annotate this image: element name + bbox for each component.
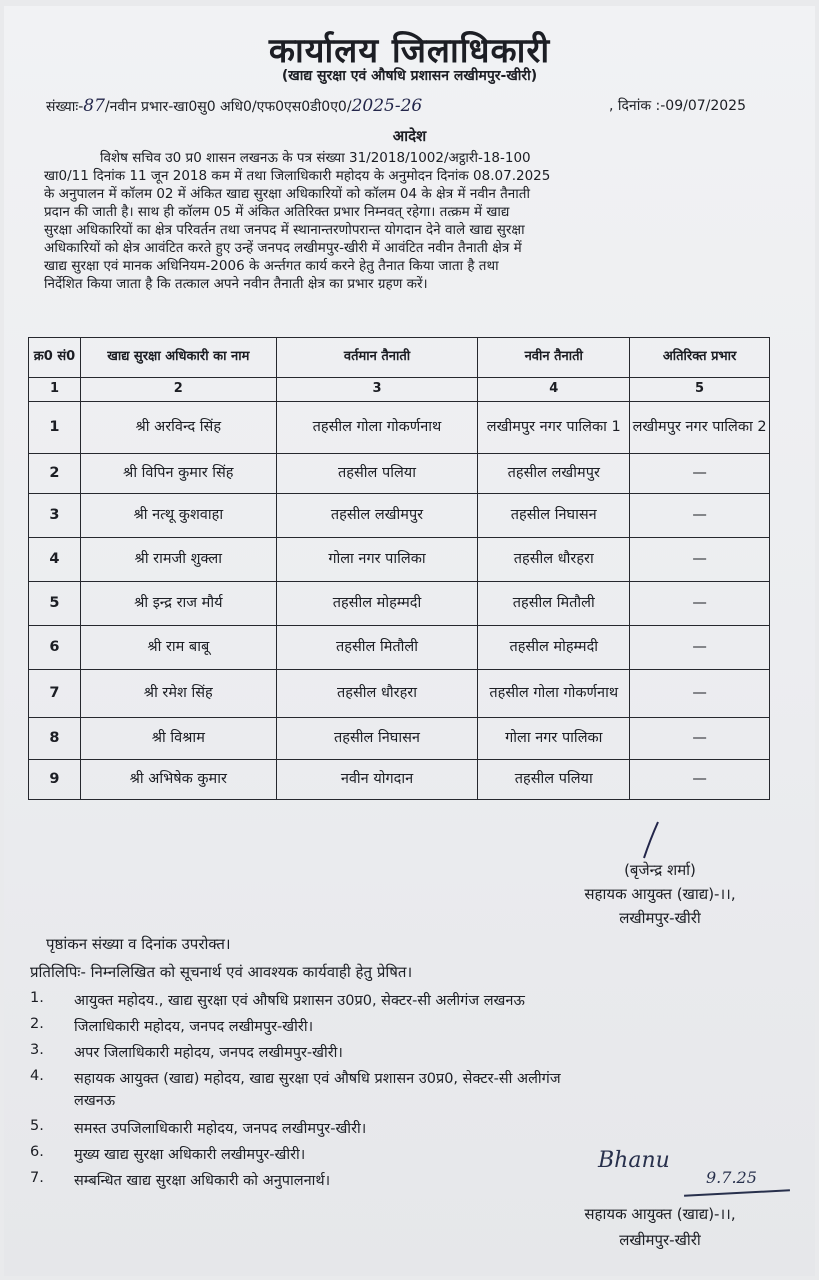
table-cell: 9 xyxy=(29,760,81,800)
table-header: अतिरिक्त प्रभार xyxy=(630,338,770,378)
reference-year: 2025-26 xyxy=(351,96,423,116)
reference-line xyxy=(46,96,746,116)
office-title: कार्यालय जिलाधिकारी xyxy=(268,31,551,71)
table-cell: 8 xyxy=(29,718,81,760)
copy-to-number: 2. xyxy=(30,1016,44,1032)
table-cell: लखीमपुर नगर पालिका 1 xyxy=(478,402,630,454)
reference-date-wrap xyxy=(609,96,746,115)
body-line: के अनुपालन में कॉलम 02 में अंकित खाद्य सुरक्षा अधिकारियों को कॉलम 04 के क्षेत्र में नवीन तैनाती xyxy=(44,186,530,202)
order-heading: आदेश xyxy=(392,127,427,145)
table-row xyxy=(29,626,770,670)
table-cell: श्री इन्द्र राज मौर्य xyxy=(80,582,276,626)
table-cell: 3 xyxy=(29,494,81,538)
table-cell: श्री विश्राम xyxy=(80,718,276,760)
table-header: खाद्य सुरक्षा अधिकारी का नाम xyxy=(80,338,276,378)
table-cell: तहसील धौरहरा xyxy=(276,670,478,718)
table-cell: तहसील मोहम्मदी xyxy=(276,582,478,626)
table-cell: तहसील मितौली xyxy=(276,626,478,670)
reference-date-label: , दिनांक :- xyxy=(608,98,666,114)
body-line: खाद्य सुरक्षा एवं मानक अधिनियम-2006 के अर्न्तगत कार्य करने हेतु तैनात किया जाता है तथा xyxy=(44,258,499,274)
column-number: 3 xyxy=(276,378,478,402)
table-cell: तहसील पलिया xyxy=(478,760,630,800)
office-subtitle: (खाद्य सुरक्षा एवं औषधि प्रशासन लखीमपुर-खीरी) xyxy=(281,68,538,84)
table-row xyxy=(29,582,770,626)
body-line: प्रदान की जाती है। साथ ही कॉलम 05 में अंकित अतिरिक्त प्रभार निम्नवत् रहेगा। तत्क्रम में खाद्य xyxy=(44,204,510,220)
table-cell: श्री अभिषेक कुमार xyxy=(80,760,276,800)
signatory-designation: सहायक आयुक्त (खाद्य)-।।, xyxy=(584,885,736,903)
table-cell: 1 xyxy=(29,402,81,454)
copy-to-text: जिलाधिकारी महोदय, जनपद लखीमपुर-खीरी। xyxy=(74,1019,314,1035)
column-number: 4 xyxy=(478,378,630,402)
handwritten-date: 9.7.25 xyxy=(706,1168,757,1187)
table-cell: — xyxy=(630,626,770,670)
copy-to-number: 3. xyxy=(30,1042,44,1058)
reference-file: /नवीन प्रभार-खा0सु0 अधि0/एफ0एस0डी0ए0/ xyxy=(104,99,352,115)
signatory-name: (बृजेन्द्र शर्मा) xyxy=(624,861,696,879)
copy-to-number: 5. xyxy=(30,1118,44,1134)
handwritten-initial: Bhanu xyxy=(598,1148,670,1173)
table-row xyxy=(29,670,770,718)
table-row xyxy=(29,494,770,538)
table-cell: तहसील गोला गोकर्णनाथ xyxy=(276,402,478,454)
table-cell: — xyxy=(630,718,770,760)
signatory2-designation: सहायक आयुक्त (खाद्य)-।।, xyxy=(584,1205,736,1223)
copy-to-text: मुख्य खाद्य सुरक्षा अधिकारी लखीमपुर-खीरी। xyxy=(74,1147,306,1163)
reference-prefix: संख्याः- xyxy=(46,99,84,115)
copy-to-number: 4. xyxy=(30,1068,44,1084)
table-cell: — xyxy=(630,538,770,582)
table-row xyxy=(29,760,770,800)
table-cell: — xyxy=(630,494,770,538)
table-cell: तहसील धौरहरा xyxy=(478,538,630,582)
table-cell: तहसील मोहम्मदी xyxy=(478,626,630,670)
reference-number: 87 xyxy=(83,96,105,116)
signature-stroke-icon xyxy=(640,820,662,860)
column-number: 2 xyxy=(80,378,276,402)
table-header: क्र0 सं0 xyxy=(29,338,81,378)
table-cell: श्री राम बाबू xyxy=(80,626,276,670)
table-cell: श्री रामजी शुक्ला xyxy=(80,538,276,582)
table-cell: गोला नगर पालिका xyxy=(478,718,630,760)
postings-table xyxy=(28,337,770,800)
table-cell: — xyxy=(630,582,770,626)
table-cell: श्री नत्थू कुशवाहा xyxy=(80,494,276,538)
table-cell: 2 xyxy=(29,454,81,494)
table-cell: तहसील लखीमपुर xyxy=(478,454,630,494)
table-cell: तहसील पलिया xyxy=(276,454,478,494)
signatory2-place: लखीमपुर-खीरी xyxy=(619,1231,701,1249)
table-row xyxy=(29,718,770,760)
body-line: सुरक्षा अधिकारियों का क्षेत्र परिवर्तन तथा जनपद में स्थानान्तरणोपरान्त योगदान देने वाले खाद्य सुरक्षा xyxy=(44,222,525,238)
copy-to-text: अपर जिलाधिकारी महोदय, जनपद लखीमपुर-खीरी। xyxy=(74,1045,343,1061)
body-line: निर्देशित किया जाता है कि तत्काल अपने नवीन तैनाती क्षेत्र का प्रभार ग्रहण करें। xyxy=(44,276,428,292)
copy-to-number: 1. xyxy=(30,990,44,1006)
endorsement: पृष्ठांकन संख्या व दिनांक उपरोक्त। xyxy=(46,935,231,953)
table-cell: श्री विपिन कुमार सिंह xyxy=(80,454,276,494)
table-cell: 6 xyxy=(29,626,81,670)
column-number: 1 xyxy=(29,378,81,402)
table-body xyxy=(29,402,770,800)
copy-to-intro: प्रतिलिपिः- निम्नलिखित को सूचनार्थ एवं आवश्यक कार्यवाही हेतु प्रेषित। xyxy=(30,963,413,981)
table-cell: तहसील मितौली xyxy=(478,582,630,626)
table-cell: — xyxy=(630,454,770,494)
body-line: अधिकारियों को क्षेत्र आवंटित करते हुए उन्हें जनपद लखीमपुर-खीरी में आवंटित नवीन तैनाती क्षेत्र में xyxy=(44,240,522,256)
table-cell: श्री अरविन्द सिंह xyxy=(80,402,276,454)
table-cell: — xyxy=(630,760,770,800)
table-row xyxy=(29,454,770,494)
copy-to-text: लखनऊ xyxy=(74,1093,116,1109)
table-cell: 7 xyxy=(29,670,81,718)
copy-to-number: 7. xyxy=(30,1170,44,1186)
table-cell: 4 xyxy=(29,538,81,582)
table-cell: नवीन योगदान xyxy=(276,760,478,800)
column-number: 5 xyxy=(630,378,770,402)
table-cell: श्री रमेश सिंह xyxy=(80,670,276,718)
table-cell: — xyxy=(630,670,770,718)
table-header: वर्तमान तैनाती xyxy=(276,338,478,378)
copy-to-text: सहायक आयुक्त (खाद्य) महोदय, खाद्य सुरक्षा एवं औषधि प्रशासन उ0प्र0, सेक्टर-सी अलीगंज xyxy=(74,1071,561,1087)
table-row xyxy=(29,538,770,582)
table-cell: तहसील गोला गोकर्णनाथ xyxy=(478,670,630,718)
table-cell: तहसील निघासन xyxy=(276,718,478,760)
reference-date: 09/07/2025 xyxy=(665,98,746,114)
copy-to-text: आयुक्त महोदय., खाद्य सुरक्षा एवं औषधि प्रशासन उ0प्र0, सेक्टर-सी अलीगंज लखनऊ xyxy=(74,993,525,1009)
copy-to-text: सम्बन्धित खाद्य सुरक्षा अधिकारी को अनुपालनार्थ। xyxy=(74,1173,331,1189)
copy-to-number: 6. xyxy=(30,1144,44,1160)
copy-to-text: समस्त उपजिलाधिकारी महोदय, जनपद लखीमपुर-खीरी। xyxy=(74,1121,367,1137)
table-cell: गोला नगर पालिका xyxy=(276,538,478,582)
body-line: खा0/11 दिनांक 11 जून 2018 कम में तथा जिलाधिकारी महोदय के अनुमोदन दिनांक 08.07.2025 xyxy=(44,168,551,184)
signatory-place: लखीमपुर-खीरी xyxy=(619,909,701,927)
table-cell: तहसील निघासन xyxy=(478,494,630,538)
table-cell: तहसील लखीमपुर xyxy=(276,494,478,538)
body-line: विशेष सचिव उ0 प्र0 शासन लखनऊ के पत्र संख्या 31/2018/1002/अट्ठारी-18-100 xyxy=(100,150,531,166)
table-row xyxy=(29,402,770,454)
table-cell: लखीमपुर नगर पालिका 2 xyxy=(630,402,770,454)
table-cell: 5 xyxy=(29,582,81,626)
table-header: नवीन तैनाती xyxy=(478,338,630,378)
